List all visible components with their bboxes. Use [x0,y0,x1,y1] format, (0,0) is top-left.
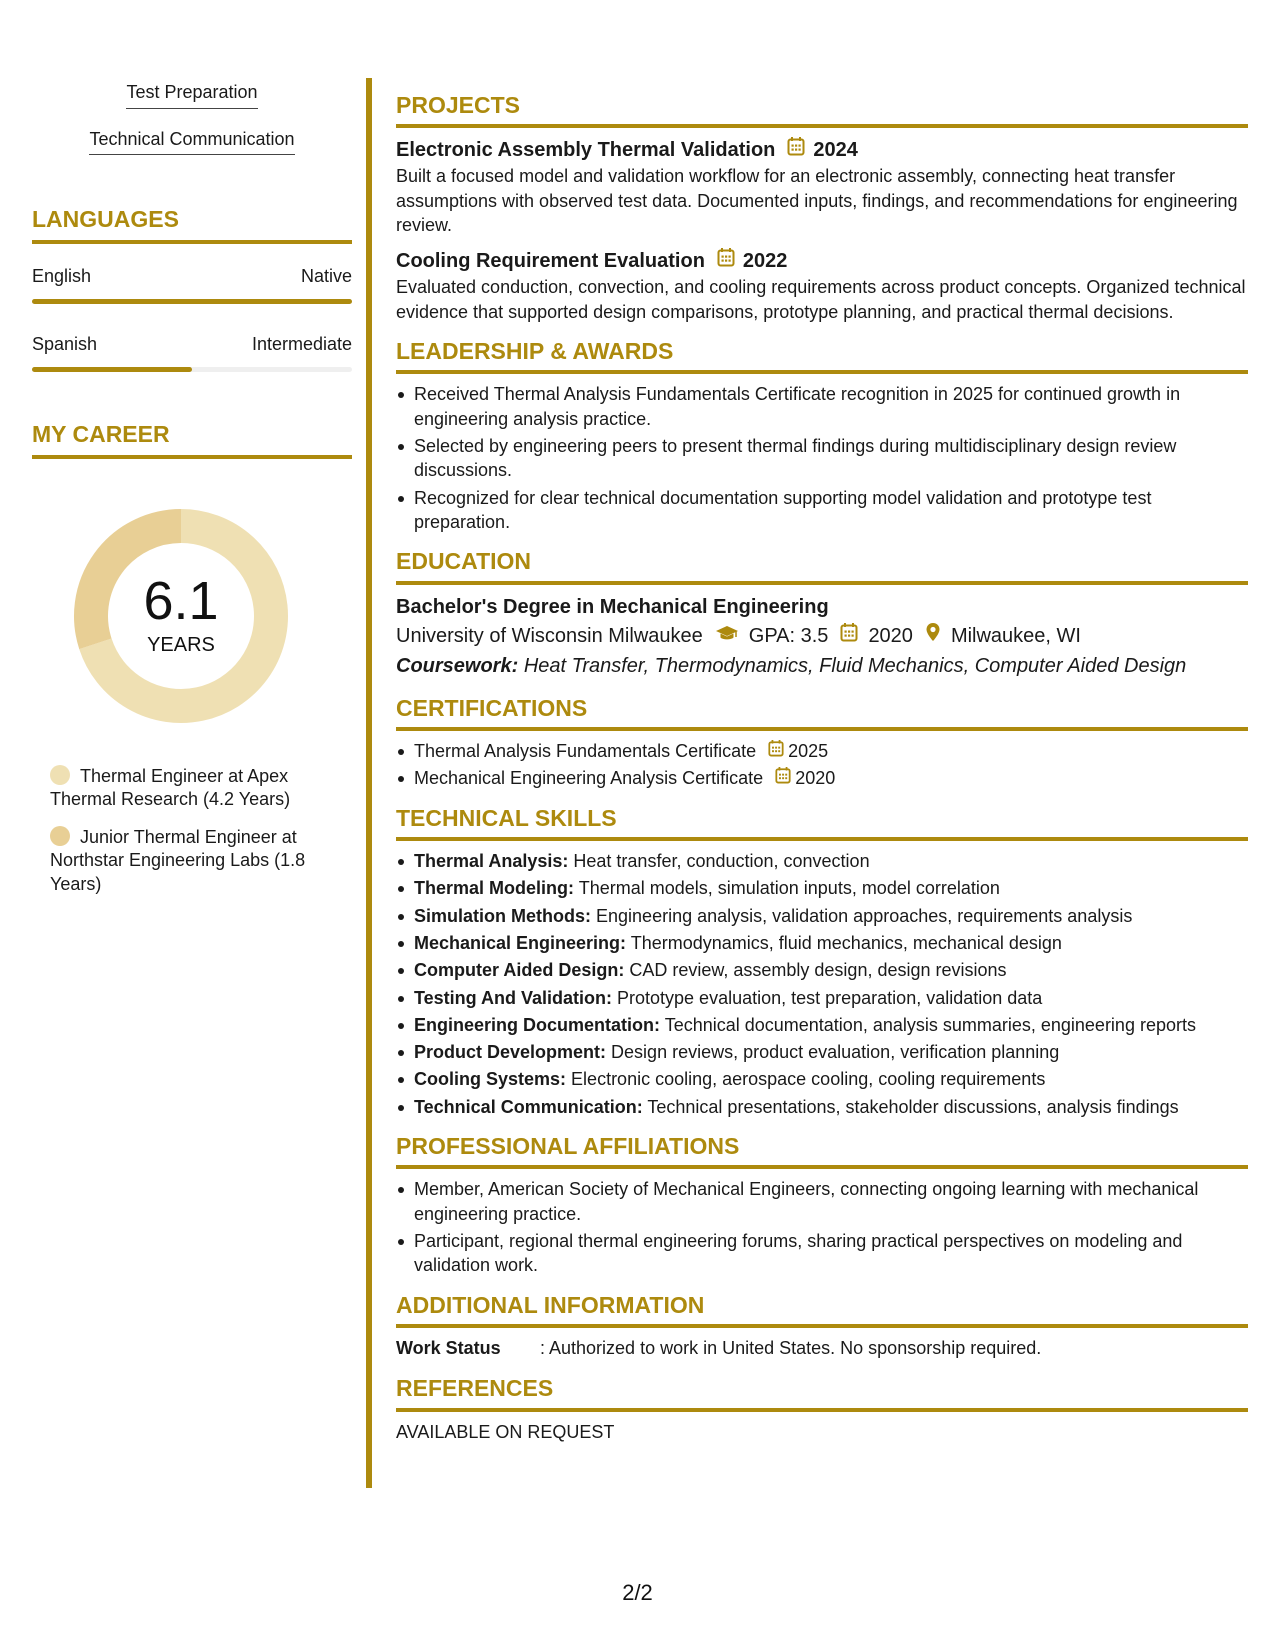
skill-detail: Technical presentations, stakeholder discussions, analysis findings [647,1096,1179,1117]
skill-name: Thermal Analysis: [414,851,569,872]
language-level: Intermediate [251,334,352,355]
language-proficiency-bar [32,299,352,304]
list-item [396,904,1248,928]
list-item: Selected by engineering peers to present thermal findings during multidisciplinary design review discussions. [396,434,1248,483]
skills-section [396,805,1248,1119]
list-item [396,739,1248,763]
career-legend-item [50,826,322,896]
career-legend-label: Thermal Engineer at Apex Thermal Research (4.2 Years) [50,765,291,810]
calendar-icon [787,136,805,164]
languages-list [32,266,352,371]
column-divider [366,78,372,1488]
certifications-list [396,739,1248,791]
skill-name: Thermal Modeling: [414,878,575,899]
language-item [32,334,352,372]
skill-tags [32,82,352,175]
certificate-year: 2020 [795,768,836,789]
list-item [396,849,1248,873]
affiliations-section [396,1133,1248,1278]
list-item [396,1067,1248,1091]
language-name: English [32,266,92,287]
list-item [396,1013,1248,1037]
leadership-section [396,338,1248,534]
skill-tag: Technical Communication [89,129,294,156]
section-heading: ADDITIONAL INFORMATION [396,1292,1248,1328]
project-title: Electronic Assembly Thermal Validation [396,138,776,161]
career-total-value: 6.1 [143,571,219,632]
certifications-section [396,695,1248,791]
graduation-cap-icon [715,621,739,651]
skill-detail: Prototype evaluation, test preparation, validation data [617,987,1043,1008]
page-number: 2/2 [622,1580,653,1605]
list-item [396,766,1248,790]
education-meta [396,621,1248,651]
coursework-label: Coursework: [396,654,519,677]
project-title: Cooling Requirement Evaluation [396,249,705,272]
certificate-name: Mechanical Engineering Analysis Certificate [414,768,764,789]
skill-detail: Electronic cooling, aerospace cooling, cooling requirements [571,1069,1046,1090]
skill-name: Engineering Documentation: [414,1014,661,1035]
skill-detail: CAD review, assembly design, design revisions [629,960,1007,981]
skill-detail: Engineering analysis, validation approaches, requirements analysis [596,905,1133,926]
skill-name: Product Development: [414,1042,607,1063]
calendar-icon [768,739,784,763]
career-legend-label: Junior Thermal Engineer at Northstar Engineering Labs (1.8 Years) [50,826,306,894]
career-donut-chart [66,501,296,731]
project-year: 2022 [742,249,788,272]
career-legend [32,765,322,896]
language-proficiency-bar [32,367,352,372]
skill-name: Simulation Methods: [414,905,591,926]
coursework-list: Heat Transfer, Thermodynamics, Fluid Mechanics, Computer Aided Design [523,654,1187,677]
section-heading: TECHNICAL SKILLS [396,805,1248,841]
skill-detail: Heat transfer, conduction, convection [573,851,870,872]
language-level: Native [300,266,352,287]
list-item [396,876,1248,900]
section-heading: CERTIFICATIONS [396,695,1248,731]
skill-detail: Design reviews, product evaluation, verification planning [611,1042,1060,1063]
section-heading: REFERENCES [396,1375,1248,1411]
degree-title: Bachelor's Degree in Mechanical Engineering [396,595,829,618]
additional-info-section [396,1292,1248,1362]
skill-detail: Thermal models, simulation inputs, model correlation [578,878,1000,899]
language-proficiency-fill [32,299,352,304]
language-item [32,266,352,304]
list-item: Received Thermal Analysis Fundamentals Certificate recognition in 2025 for continued growth in engineering analysis practice. [396,382,1248,431]
languages-heading: LANGUAGES [32,207,352,244]
section-heading: EDUCATION [396,548,1248,584]
skill-detail: Thermodynamics, fluid mechanics, mechanical design [630,932,1062,953]
map-pin-icon [925,621,941,651]
references-section [396,1375,1248,1445]
list-item [396,958,1248,982]
list-item: Participant, regional thermal engineering forums, sharing practical perspectives on modeling and validation work. [396,1229,1248,1278]
list-item [396,1095,1248,1119]
affiliations-list [396,1177,1248,1277]
coursework [396,651,1248,681]
gpa: GPA: 3.5 [748,624,829,647]
skill-name: Mechanical Engineering: [414,932,627,953]
school-location: Milwaukee, WI [950,624,1081,647]
language-name: Spanish [32,334,98,355]
projects-section [396,92,1248,324]
project-item [396,247,1248,324]
career-heading: MY CAREER [32,422,352,459]
list-item [396,931,1248,955]
project-year: 2024 [813,138,858,161]
main-content [396,92,1248,1459]
skill-name: Cooling Systems: [414,1069,567,1090]
education-section [396,548,1248,680]
skills-list [396,849,1248,1119]
work-status-row [396,1336,1248,1361]
calendar-icon [775,766,791,790]
graduation-year: 2020 [868,624,913,647]
section-heading: PROFESSIONAL AFFILIATIONS [396,1133,1248,1169]
career-total-unit: YEARS [147,634,215,657]
skill-tag: Test Preparation [126,82,257,109]
skill-detail: Technical documentation, analysis summaries, engineering reports [664,1014,1196,1035]
certificate-year: 2025 [788,741,829,762]
career-legend-item [50,765,322,812]
leadership-list [396,382,1248,534]
section-heading: LEADERSHIP & AWARDS [396,338,1248,374]
list-item: Recognized for clear technical documentation supporting model validation and prototype test preparation. [396,486,1248,535]
calendar-icon [840,621,858,651]
skill-name: Technical Communication: [414,1096,643,1117]
list-item [396,1040,1248,1064]
language-proficiency-fill [32,367,192,372]
career-total [66,501,296,731]
skill-name: Computer Aided Design: [414,960,625,981]
legend-dot-icon [50,765,70,785]
references-text: AVAILABLE ON REQUEST [396,1421,615,1442]
project-item [396,136,1248,237]
skill-name: Testing And Validation: [414,987,612,1008]
list-item: Member, American Society of Mechanical Engineers, connecting ongoing learning with mechanical engineering practice. [396,1177,1248,1226]
certificate-name: Thermal Analysis Fundamentals Certificate [414,741,757,762]
sidebar [32,82,352,910]
calendar-icon [717,247,735,275]
work-status-value: : Authorized to work in United States. No sponsorship required. [540,1338,1042,1359]
project-description: Evaluated conduction, convection, and cooling requirements across product concepts. Organized technical evidence that supported design comparisons, prototype planning, and practical thermal decisions. [396,277,1246,322]
legend-dot-icon [50,826,70,846]
list-item [396,986,1248,1010]
project-description: Built a focused model and validation workflow for an electronic assembly, connecting heat transfer assumptions with observed test data. Documented inputs, findings, and recommendations for engineering review. [396,166,1238,236]
section-heading: PROJECTS [396,92,1248,128]
work-status-label: Work Status [396,1338,501,1359]
school-name: University of Wisconsin Milwaukee [396,624,703,647]
